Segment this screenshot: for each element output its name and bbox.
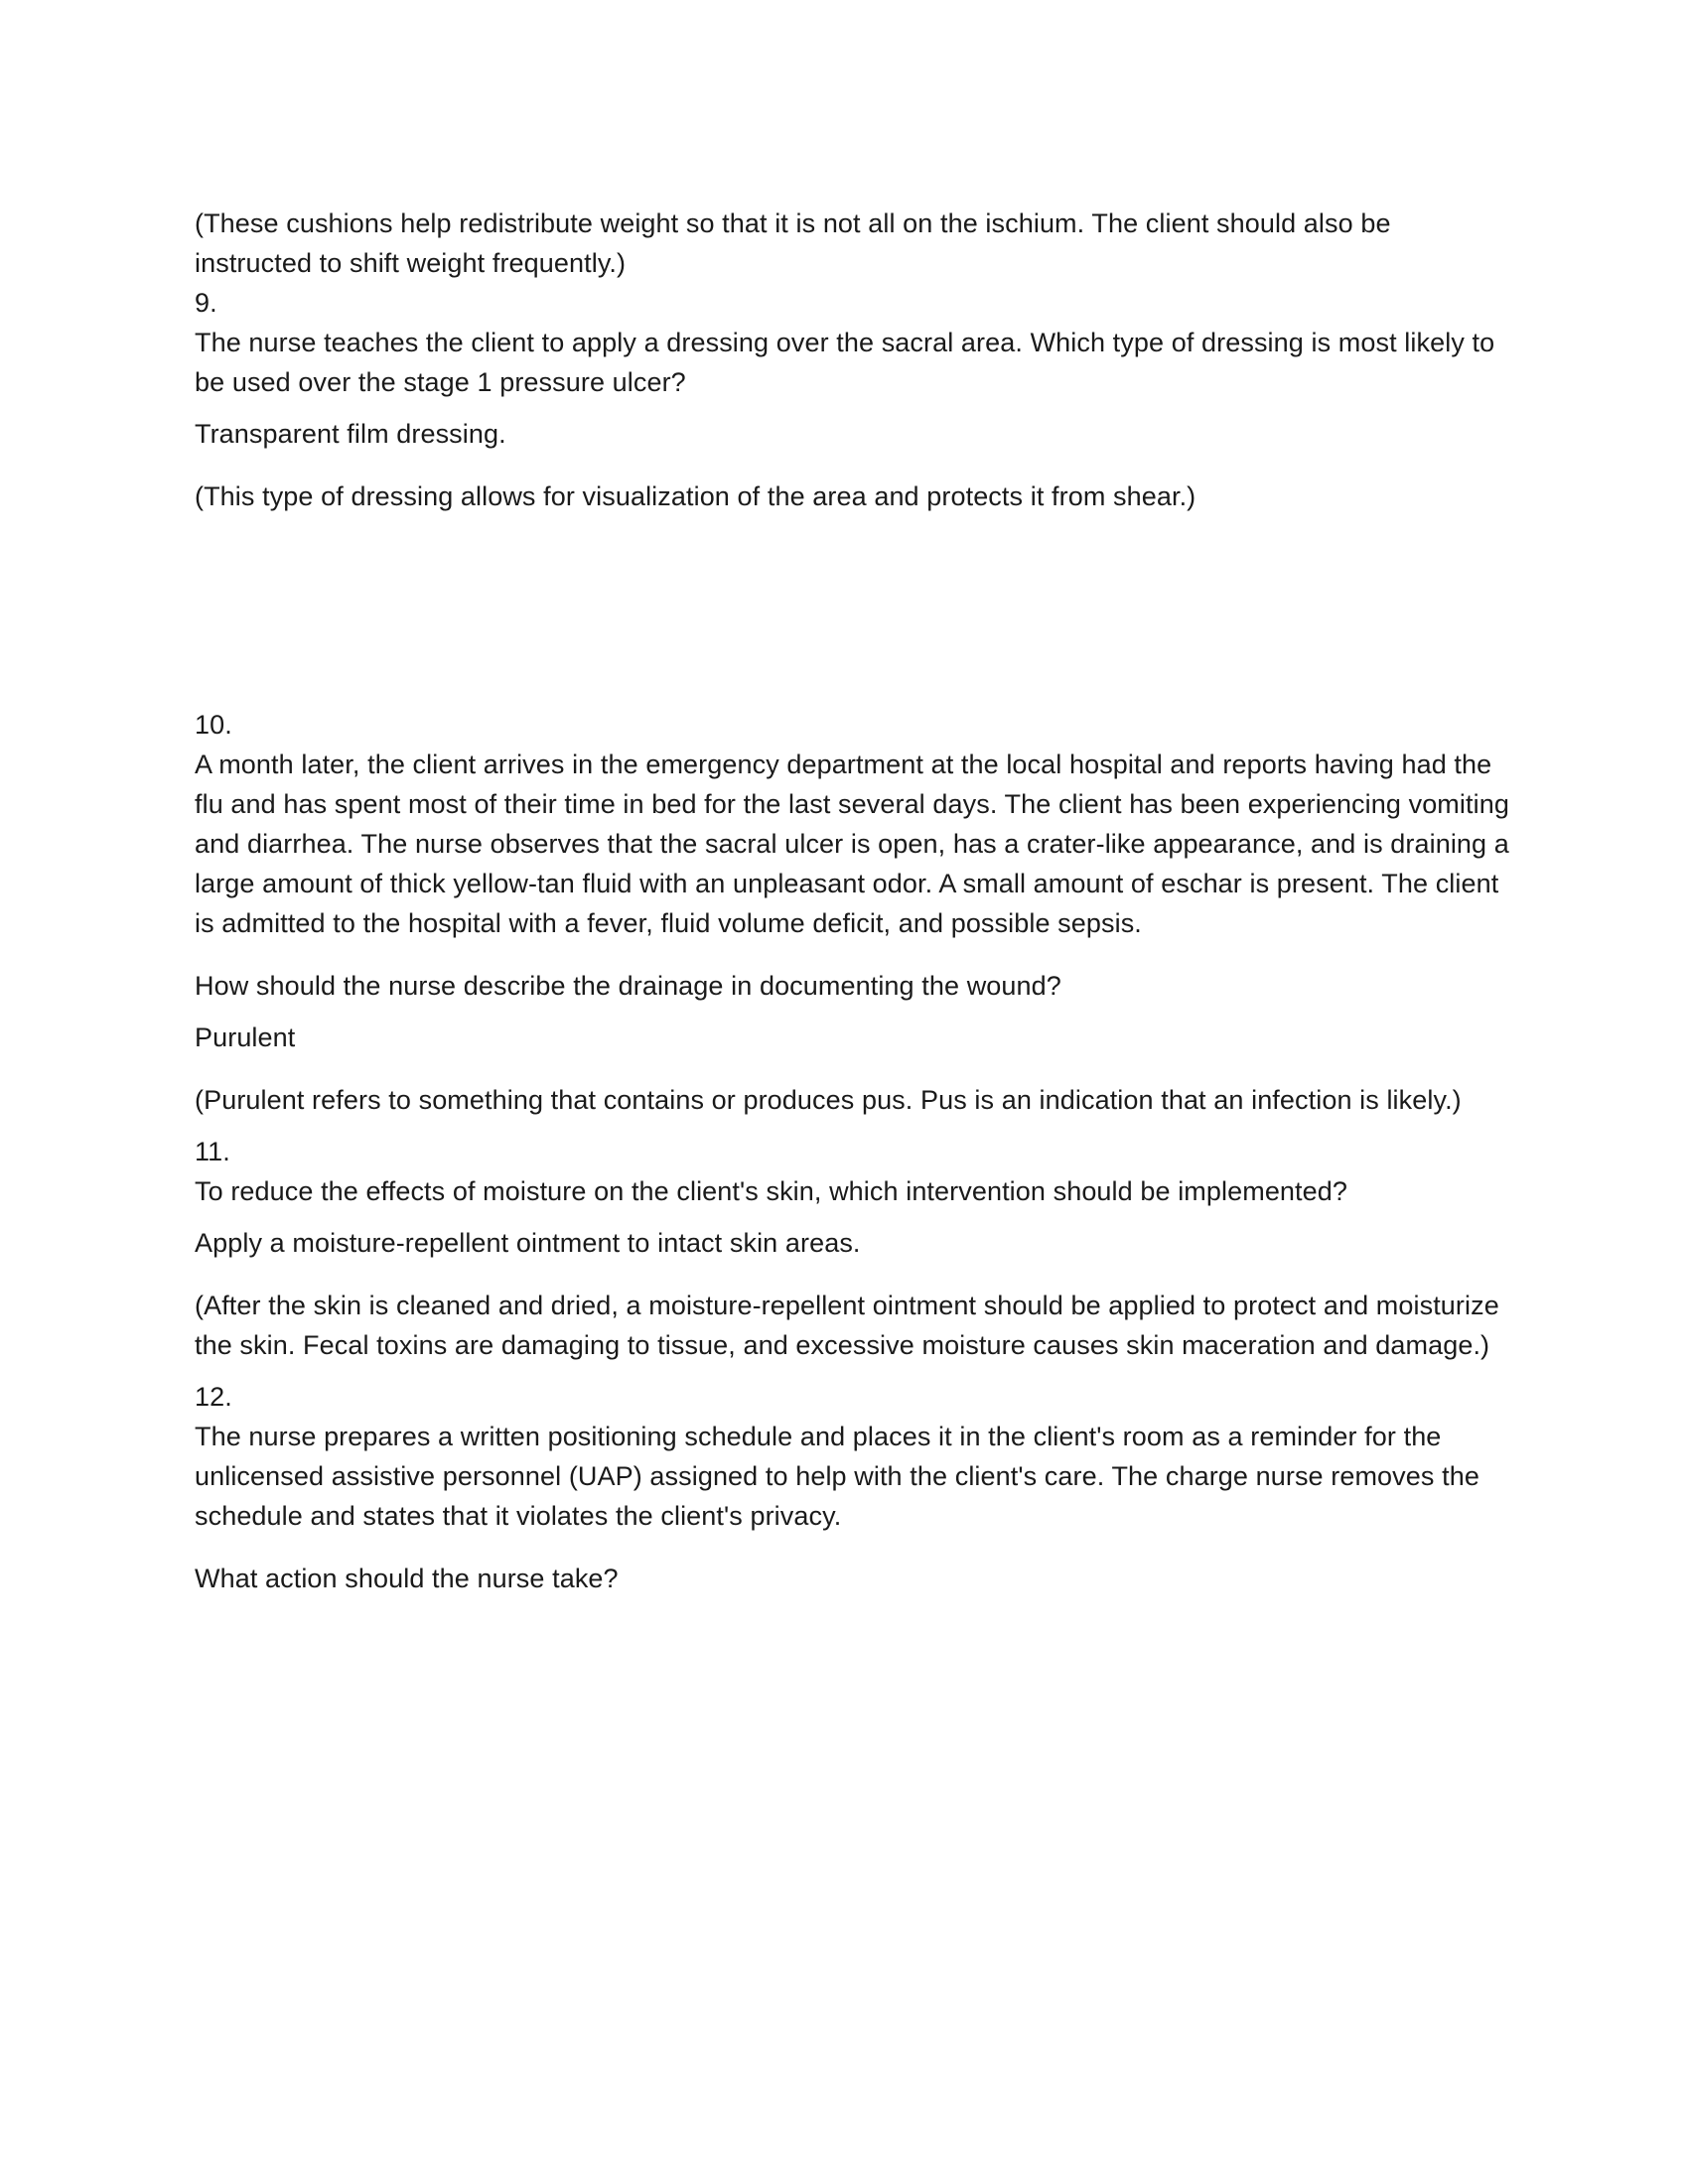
q8-rationale: (These cushions help redistribute weight so that it is not all on the ischium. The client should also be instructed to shift weight frequently.) (195, 208, 1399, 278)
q11-question: To reduce the effects of moisture on the client's skin, which intervention should be implemented? (195, 1176, 1347, 1206)
q9-number: 9. (195, 288, 217, 318)
q10-answer: Purulent (195, 1023, 296, 1052)
q10-number: 10. (195, 710, 232, 740)
q9-answer: Transparent film dressing. (195, 419, 506, 449)
q12-question: What action should the nurse take? (195, 1564, 619, 1593)
q9-rationale: (This type of dressing allows for visualization of the area and protects it from shear.) (195, 481, 1196, 511)
q10-rationale: (Purulent refers to something that contains or produces pus. Pus is an indication that an infection is likely.) (195, 1085, 1462, 1115)
q12-number: 12. (195, 1382, 232, 1412)
q10-scenario: A month later, the client arrives in the emergency department at the local hospital and reports having had the flu and has spent most of their time in bed for the last several days. The client has been experiencing vomiting and diarrhea. The nurse observes that the sacral ulcer is open, has a crater-like appearance, and is draining a large amount of thick yellow-tan fluid with an unpleasant odor. A small amount of eschar is present. The client is admitted to the hospital with a fever, fluid volume deficit, and possible sepsis. (195, 750, 1517, 938)
q11-answer: Apply a moisture-repellent ointment to intact skin areas. (195, 1228, 861, 1258)
q10-question: How should the nurse describe the drainage in documenting the wound? (195, 971, 1061, 1001)
q9-question: The nurse teaches the client to apply a dressing over the sacral area. Which type of dressing is most likely to be used over the stage 1 pressure ulcer? (195, 328, 1502, 397)
q11-rationale: (After the skin is cleaned and dried, a moisture-repellent ointment should be applied to protect and moisturize the skin. Fecal toxins are damaging to tissue, and excessive moisture causes skin maceration and damage.) (195, 1291, 1507, 1360)
q11-number: 11. (195, 1137, 230, 1166)
q12-scenario: The nurse prepares a written positioning schedule and places it in the client's room as a reminder for the unlicensed assistive personnel (UAP) assigned to help with the client's care. The charge nurse removes the schedule and states that it violates the client's privacy. (195, 1422, 1487, 1531)
document-page (195, 204, 1515, 1598)
